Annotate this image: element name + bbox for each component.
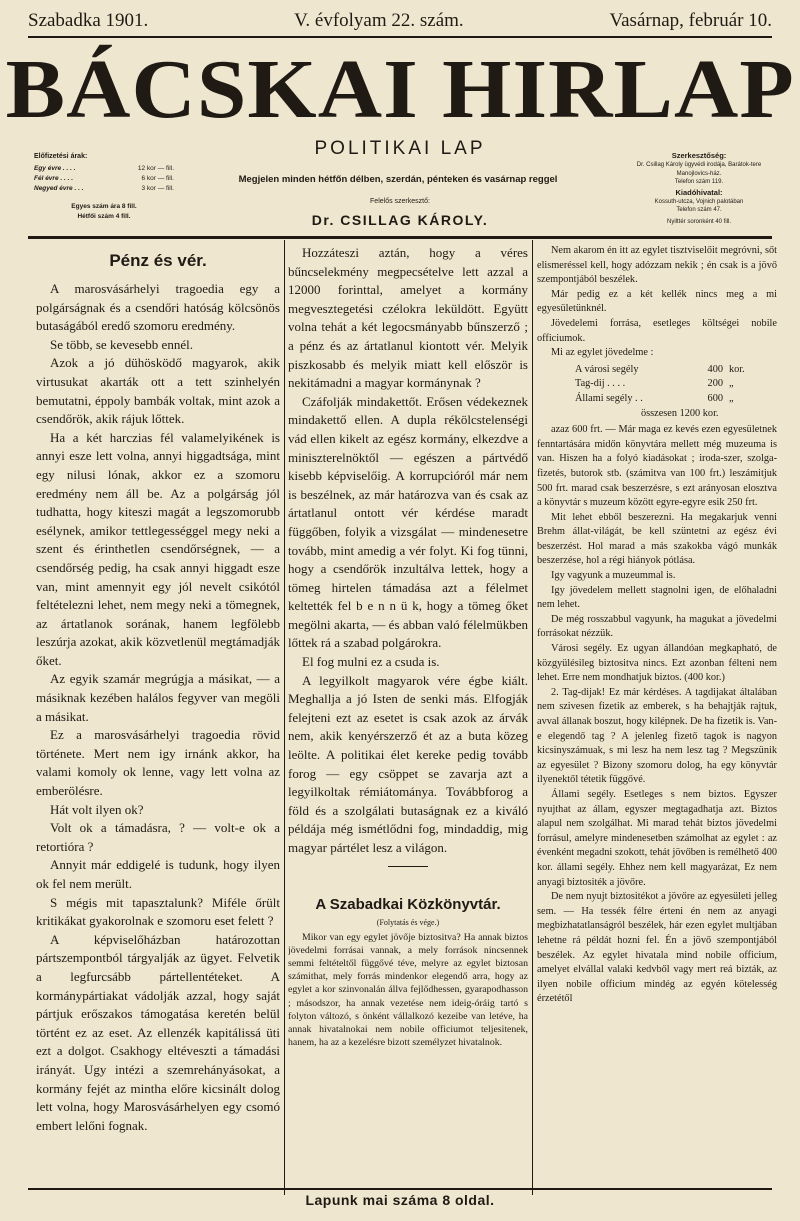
article-title: Pénz és vér. xyxy=(109,251,207,270)
continuation-note: (Folytatás és vége.) xyxy=(376,917,440,927)
paragraph: Se több, se kevesebb ennél. xyxy=(50,336,193,352)
paragraph: Jövedelemi forrása, esetleges költségei nobile officiumok. xyxy=(537,317,777,344)
paragraph: Ha a két harczias fél valamelyikének is annyi esze lett volna, annyi higgadtsága, mint egy nilusi lónak, akkor ez a szomoru eredmény nem áll be. Az a polgárság jól tudhatta, hogy kiteszi magát a legszomorubb esélynek, amikor tettlegességgel megy neki a szent és érinthetlen csendőrségnek, — a csendőrség pedig, ha csak annyi higgadt esze van, mint amennyit egy jól nevelt csikótól feltételezni lehet, nem megy neki a tömegnek, az ártatlanok sorának, hanem legfölebb leszúrja azokat, akik közvetlenül megtámadják őket. xyxy=(36,429,280,668)
paragraph: Városi segély. Ez ugyan állandóan megkapható, de közgyülésileg biztositva nincs. Ezt azonban félteni nem lehet. Erre nem mondhatjuk biztos. (400 kor.) xyxy=(537,643,777,684)
publisher-address: Kossuth-utcza, Vojnich palotában xyxy=(654,198,744,205)
paragraph: De még rosszabbul vagyunk, ha magukat a jövedelmi forrásokat nézzük. xyxy=(537,613,777,640)
office-info xyxy=(624,150,774,226)
publication-schedule: Megjelen minden hétfőn délben, szerdán, pénteken és vasárnap reggel xyxy=(238,174,558,185)
article-end-rule xyxy=(388,866,428,867)
column-divider xyxy=(284,240,285,1195)
paragraph: Hozzáteszi aztán, hogy a véres bűncselekmény megpecsételve lett azzal a 12000 forinttal, amelyet a kormány megvesztegetési czélokra leküldött. Együtt volna tehát a két legocsmányabb bűnszerző ; a pénz és az ártatlanul kiontott vér. Melyik piszkosabb és melyik miatt kell először is nekitámadni a magyar kormánynak ? xyxy=(288,245,528,391)
monday-copy-price: Hétfői szám 4 fill. xyxy=(77,213,131,220)
paragraph: Az egyik szamár megrúgja a másikat, — a másiknak kezében halálos fegyver van megöli a másikat. xyxy=(36,671,280,724)
footer-rule xyxy=(28,1188,772,1190)
income-table xyxy=(537,363,777,421)
paragraph: Czáfolják mindakettőt. Erősen védekeznek mindakettő ellen. A dupla rékölcstelenségi vád ellen kikelt az egész kormány, elkezdve a miniszterelnöktől — egészen a pártvédő kisebb képviselőig. A korrupcióról már nem is beszélnek, az már határozva van és csak az ártatlanul ontott vér kérdése maradt függőben, folyik a vizsgálat — mindenesetre tovább, mint amedig a vér folyt. Ki fog tünni, hogy a csendőrök inzultálva lettek, hogy a tömeg hirtelen támadása azt a félelmet keltették fel b e n n ü k, hogy a tömeg őket megölni akarta, — és abban való félelmükben lőttek rá a szabad polgárokra. xyxy=(288,393,528,651)
income-total: összesen 1200 kor. xyxy=(641,407,719,419)
paragraph: Volt ok a támadásra, ? — volt-e ok a retortióra ? xyxy=(36,820,280,854)
page-count-note: Lapunk mai száma 8 oldal. xyxy=(305,1192,495,1208)
editorial-phone: Telefon szám 119. xyxy=(674,179,724,185)
paragraph: Mi az egylet jövedelme : xyxy=(551,347,654,359)
prices-heading: Előfizetési árak: xyxy=(34,153,88,160)
paragraph: Annyit már eddigelé is tudunk, hogy ilyen ok fel nem merült. xyxy=(36,857,280,891)
paragraph: Állami segély. Esetleges s nem biztos. Egyszer nyujthat az állam, egyszer megtagadhatja azt. Biztos alapul nem szolgálhat. Mi marad tehát biztos jövedelmi forrásul, amelyre mindenesetben számolhat az egylet : az évenként megadni szokott, tehát jövőben is remélhető 400 kor. állami segély. Ehhez nem kell magyarázat, Ez nem anyagi biztositék a jövőre. xyxy=(537,788,777,888)
volume-number: V. évfolyam 22. szám. xyxy=(294,10,464,31)
paragraph: De nem nyujt biztositékot a jövőre az egyesületi jelleg sem. — Ha tessék félre érteni én nem az anyagi megbizhatatlanságról beszélek, hár ezen egylet multjában lehetne rá példát hozni fel. Én a jövő szempontjából beszélek. Az egylet hivatala mind nobile officium, amelyet elvállal valaki kedvből vagy mert reá bizták, az ilyen nobile officium mindég az egyén kötelesség érzetétől xyxy=(537,891,777,1005)
subscription-prices xyxy=(34,152,174,222)
paragraph: 2. Tag-dijak! Ez már kérdéses. A tagdijakat általában nem szivesen fizetik az emberek, s ha behajtják rajtuk, avval állanak boszut, hogy kilépnek. De ha fizetik is. Van-e elegendő tag ? A jelenleg fizető tagok is nagyon kicsinyszámuak, s mi lesz ha nem lesz tag ? Megszünik az egyesület ? Bizony szomoru dolog, ha egy könyvtár ilyenektől tétetik függővé. xyxy=(537,686,777,786)
paragraph: Nem akarom én itt az egylet tisztviselőit megróvni, sőt elismeréssel kell, hogy adózzam nekik ; én csak is a jövő szempontjából beszélek. xyxy=(537,245,777,286)
masthead-subtitle: POLITIKAI LAP xyxy=(314,138,486,159)
paragraph: azaz 600 frt. — Már maga ez kevés ezen egyesületnek fenntartására midőn könyvtára mellett még muzeuma is van. Hiszen ha a folyó kiadásokat ; iroda-szer, szolga-fizetés, butorok stb. (számitva van 100 frt.) leszámitjuk 500 frt. marad csak beszerzésre, s ezt arányosan elosztva a könyvtár s muzeum között egyre-egyre esik 250 frt. xyxy=(537,424,777,509)
top-rule xyxy=(28,36,772,38)
price-row: Egy évre . . . . 12 kor — fill. xyxy=(34,165,174,172)
paragraph: A képviselőházban határozottan pártszempontból tárgyalják az ügyet. Felvetik a legfurcsább pártellentéteket. A kormánypártiakat vádolják azzal, hogy saját pártjuk erőszakos támogatása keretén belül történt ez az eset. Az ellenzék kapitálissá üti ezt a dolgot. Csakhogy eltéveszti a támadási irányát. Ugy intézi a szemrehányásokat, a kormány fejét az mintha előre kicsinált dolog lett volna, hogy Marosvásárhelyen egy csomó embert lelőni fognak. xyxy=(36,931,280,1133)
income-row: Tag-dij . . . . 200 „ xyxy=(575,378,734,390)
paragraph: Ez a marosvásárhelyi tragoedia rövid története. Mert nem igy irnánk akkor, ha valami komoly ok lenne, vagy lett volna az emberölésre. xyxy=(36,727,280,799)
column-3 xyxy=(537,244,777,1196)
paragraph: A marosvásárhelyi tragoedia egy a polgárságnak és a csendőri hatóság kölcsönös butaságából eredő szomoru eredmény. xyxy=(36,281,280,334)
place-year: Szabadka 1901. xyxy=(28,10,149,31)
editor-name: Dr. CSILLAG KÁROLY. xyxy=(311,212,489,228)
header-rule xyxy=(28,236,772,239)
nyiltter-price: Nyilttér soronként 40 fill. xyxy=(666,218,732,225)
paragraph: Azok a jó dühösködő magyarok, akik virtusukat akarták ott a tett szinhelyén bemutatni, éppoly bambák voltak, mint azok a csendőrök, akik rájuk lőttek. xyxy=(36,355,280,427)
column-1 xyxy=(36,244,280,1196)
column-2 xyxy=(288,244,528,1196)
paragraph: Igy vagyunk a muzeummal is. xyxy=(551,570,676,582)
price-row: Negyed évre . . . 3 kor — fill. xyxy=(34,185,174,192)
publisher-heading: Kiadóhivatal: xyxy=(675,187,723,197)
income-row: A városi segély 400 kor. xyxy=(575,363,745,375)
price-row: Fél évre . . . . 6 kor — fill. xyxy=(34,175,174,182)
issue-date: Vasárnap, február 10. xyxy=(609,10,772,31)
paragraph: S mégis mit tapasztalunk? Miféle őrült kritikákat gyakorolnak e szomoru eset felett ? xyxy=(36,894,280,929)
masthead-title: BÁCSKAI HIRLAP xyxy=(5,43,795,136)
editorial-address: Dr. Csillag Károly ügyvédi irodája, Barátok-tere Manojlovics-ház. xyxy=(636,162,762,177)
paragraph: Hát volt ilyen ok? xyxy=(50,801,144,817)
publisher-phone: Telefon szám 47. xyxy=(676,207,722,213)
paragraph: Mit lehet ebből beszerezni. Ha megakarjuk venni Brehm állat-világát, be kell szüntetni az egész évi beszerzést. Hol marad a más szakokba vágó munkák beszerzése, hol a régi hiányok pótlása. xyxy=(537,511,777,567)
paragraph: El fog mulni ez a csuda is. xyxy=(302,654,440,670)
editor-label: Felelős szerkesztő: xyxy=(370,198,430,205)
issue-line xyxy=(28,8,772,34)
income-row: Állami segély . . 600 „ xyxy=(575,392,734,404)
paragraph: Mikor van egy egylet jövője biztositva? Ha annak biztos jövedelmi forrásai vannak, a mely források nincsennek semmi feltételtől függővé téve, melyre az egylet biztosan számithat, mely forrás mindenkor elegendő arra, hogy az egylet a kor szinvonalán állva fejlődhessen, gyarapodhasson ; másodszor, ha annak vezetése nem ideig-óráig tartó s folyton változó, s önként vállalkozó kezeibe van letéve, ha annak hivatalnokai nem nobile officiumot teljesitenek, hanem, ha az a kezelésre bizott személyzet hivatalnok. xyxy=(288,931,528,1049)
article-title: A Szabadkai Közkönyvtár. xyxy=(315,895,501,913)
paragraph: A legyilkolt magyarok vére égbe kiált. Meghallja a jó Isten de senki más. Elfogják felejteni ezt az esetet is csak azok az árvák nem, akik kenyérszerző ét az a buta közeg leölte. A politikai élet kereke pedig tovább forog — egy csöppet se zavarja azt a legyilkoltak rémiátománya. Továbbforog a föld és a szolgálati butaságnak ez a kiváló példája még ismétlődni fog, mindaddig, mig magyar pártélet lesz a világon. xyxy=(288,672,528,855)
column-divider xyxy=(532,240,533,1195)
paragraph: Már pedig ez a két kellék nincs meg a mi egyesületünknél. xyxy=(537,288,777,315)
editorial-heading: Szerkesztőség: xyxy=(671,151,727,160)
paragraph: Igy jövedelem mellett stagnolni igen, de előhaladni nem lehet. xyxy=(537,584,777,611)
single-copy-price: Egyes szám ára 8 fill. xyxy=(71,203,137,210)
